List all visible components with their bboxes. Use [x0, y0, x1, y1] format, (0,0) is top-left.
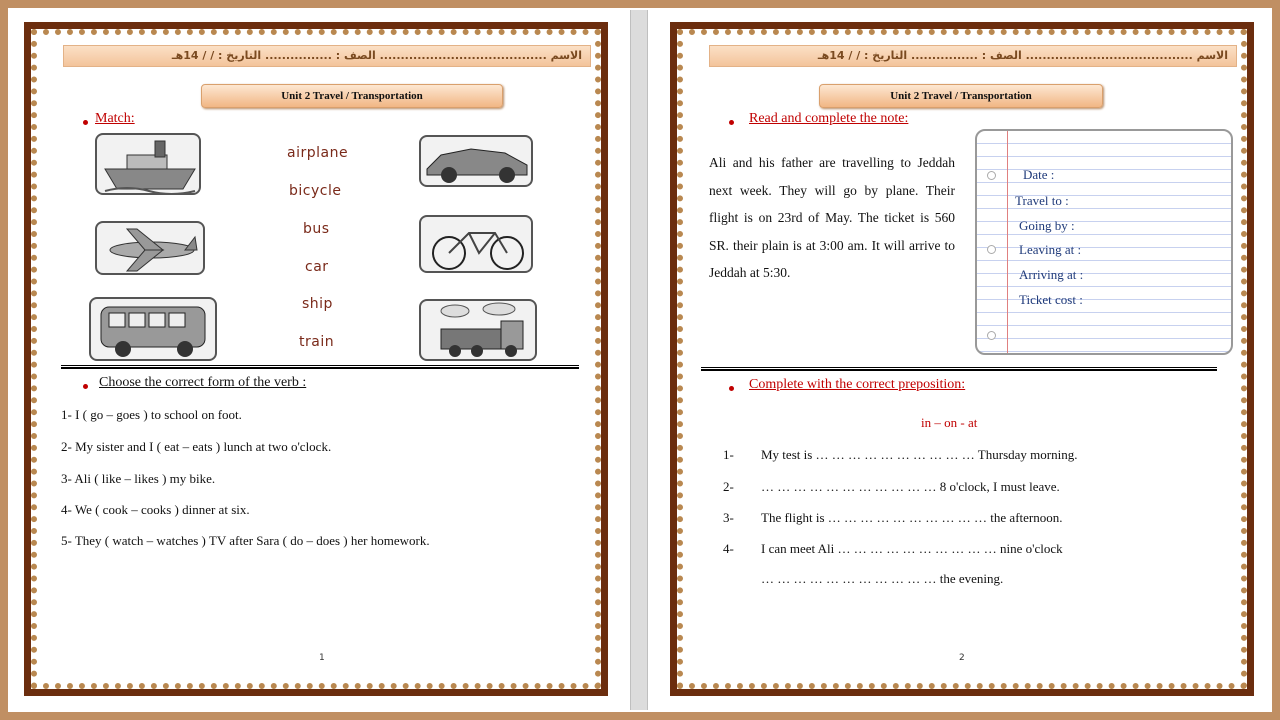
airplane-picture[interactable] — [95, 221, 205, 275]
note-field-date[interactable]: Date : — [1023, 167, 1055, 182]
bicycle-picture[interactable] — [419, 215, 533, 273]
bullet-icon — [729, 120, 734, 125]
student-info-header[interactable]: الاسم ........................................ الصف : ................ التاريخ : / / 14هـ — [709, 45, 1237, 67]
preposition-item-number: 1- — [723, 447, 734, 462]
student-info-header[interactable]: الاسم ........................................ الصف : ................ التاريخ : / / 14هـ — [63, 45, 591, 67]
match-word-ship: ship — [302, 296, 333, 312]
preposition-item[interactable]: … … … … … … … … … … … 8 o'clock, I must leave. — [761, 479, 1060, 494]
page-number: 2 — [959, 653, 965, 663]
section-divider — [701, 367, 1217, 371]
punch-hole-icon — [987, 171, 996, 180]
bullet-icon — [83, 384, 88, 389]
reading-paragraph: Ali and his father are travelling to Jeddah next week. They will go by plane. Their flight is on 23rd of May. The ticket is 560 SR. their plain is at 3:00 am. It will arrive to Jeddah at 5:30. — [709, 155, 955, 280]
verb-heading: Choose the correct form of the verb : — [99, 375, 307, 390]
note-field-ticket-cost[interactable]: Ticket cost : — [1019, 292, 1083, 307]
verb-item[interactable]: 5- They ( watch – watches ) TV after Sara ( do – does ) her homework. — [61, 533, 430, 548]
preposition-item-number: 3- — [723, 510, 734, 525]
bullet-icon — [729, 386, 734, 391]
note-margin-line — [1007, 131, 1008, 353]
note-paper — [975, 129, 1233, 355]
verb-item[interactable]: 2- My sister and I ( eat – eats ) lunch at two o'clock. — [61, 439, 332, 454]
unit-title: Unit 2 Travel / Transportation — [819, 84, 1103, 108]
verb-item[interactable]: 1- I ( go – goes ) to school on foot. — [61, 407, 242, 422]
match-word-airplane: airplane — [287, 145, 349, 161]
match-word-car: car — [305, 259, 329, 275]
preposition-item-number: 4- — [723, 541, 734, 556]
note-field-leaving-at[interactable]: Leaving at : — [1019, 242, 1082, 257]
unit-title: Unit 2 Travel / Transportation — [201, 84, 503, 108]
section-divider — [61, 365, 579, 369]
preposition-item-continuation[interactable]: … … … … … … … … … … … the evening. — [761, 571, 1004, 586]
match-word-bus: bus — [303, 221, 330, 237]
preposition-item-number: 2- — [723, 479, 734, 494]
note-field-arriving-at[interactable]: Arriving at : — [1019, 267, 1084, 282]
page-number: 1 — [319, 653, 325, 663]
verb-item[interactable]: 4- We ( cook – cooks ) dinner at six. — [61, 502, 250, 517]
match-heading: Match: — [95, 111, 135, 126]
read-heading: Read and complete the note: — [749, 111, 909, 126]
verb-item[interactable]: 3- Ali ( like – likes ) my bike. — [61, 471, 216, 486]
worksheet-page-1 — [24, 22, 608, 696]
ship-picture[interactable] — [95, 133, 201, 195]
page-gutter — [630, 10, 648, 710]
punch-hole-icon — [987, 331, 996, 340]
worksheet-page-2 — [670, 22, 1254, 696]
preposition-item[interactable]: The flight is … … … … … … … … … … the afternoon. — [761, 510, 1063, 525]
preposition-item[interactable]: My test is … … … … … … … … … … Thursday morning. — [761, 447, 1078, 462]
note-field-going-by[interactable]: Going by : — [1019, 218, 1075, 233]
car-picture[interactable] — [419, 135, 533, 187]
preposition-options: in – on - at — [921, 415, 978, 430]
train-picture[interactable] — [419, 299, 537, 361]
punch-hole-icon — [987, 245, 996, 254]
bullet-icon — [83, 120, 88, 125]
preposition-heading: Complete with the correct preposition: — [749, 377, 966, 392]
preposition-item[interactable]: I can meet Ali … … … … … … … … … … nine o'clock — [761, 541, 1063, 556]
bus-picture[interactable] — [89, 297, 217, 361]
note-field-travel-to[interactable]: Travel to : — [1015, 193, 1069, 208]
match-word-train: train — [299, 334, 335, 350]
match-word-bicycle: bicycle — [289, 183, 342, 199]
